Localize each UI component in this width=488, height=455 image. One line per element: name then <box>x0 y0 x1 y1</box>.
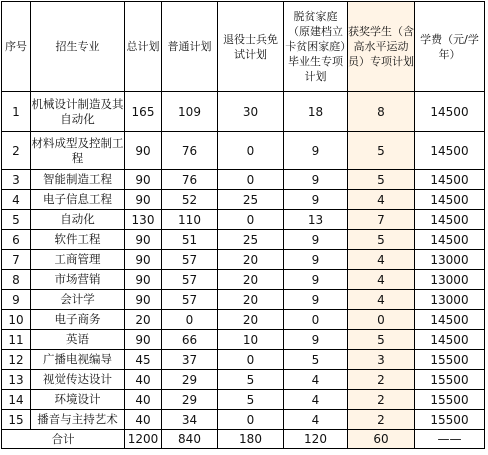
cell-seq: 5 <box>2 210 31 230</box>
cell-poverty-plan: 0 <box>284 310 348 330</box>
cell-poverty-plan: 4 <box>284 370 348 390</box>
header-row <box>2 2 485 92</box>
cell-regular-plan: 76 <box>162 170 218 190</box>
cell-award-plan: 2 <box>348 410 415 430</box>
cell-poverty-plan: 9 <box>284 230 348 250</box>
table-row <box>2 230 485 250</box>
cell-major: 视觉传达设计 <box>31 370 125 390</box>
cell-seq: 9 <box>2 290 31 310</box>
cell-tuition: 15500 <box>415 390 485 410</box>
cell-tuition: 15500 <box>415 370 485 390</box>
cell-total-plan: 20 <box>125 310 162 330</box>
cell-award-plan: 7 <box>348 210 415 230</box>
cell-poverty-plan: 9 <box>284 270 348 290</box>
cell-major: 英语 <box>31 330 125 350</box>
cell-award-plan: 4 <box>348 250 415 270</box>
cell-veteran-plan: 20 <box>218 310 284 330</box>
cell-regular-plan: 76 <box>162 132 218 170</box>
cell-veteran-plan: 10 <box>218 330 284 350</box>
cell-major: 市场营销 <box>31 270 125 290</box>
cell-poverty-plan: 9 <box>284 170 348 190</box>
header-seq: 序号 <box>2 2 31 92</box>
cell-tuition: 13000 <box>415 250 485 270</box>
cell-seq: 2 <box>2 132 31 170</box>
cell-major: 自动化 <box>31 210 125 230</box>
cell-total-plan: 45 <box>125 350 162 370</box>
cell-total-plan: 90 <box>125 250 162 270</box>
cell-award-plan: 4 <box>348 270 415 290</box>
table-row <box>2 390 485 410</box>
cell-tuition: 15500 <box>415 410 485 430</box>
total-award-plan: 60 <box>348 430 415 449</box>
cell-total-plan: 90 <box>125 132 162 170</box>
cell-award-plan: 0 <box>348 310 415 330</box>
cell-tuition: 14500 <box>415 330 485 350</box>
cell-total-plan: 165 <box>125 92 162 132</box>
cell-tuition: 14500 <box>415 310 485 330</box>
cell-regular-plan: 57 <box>162 290 218 310</box>
cell-award-plan: 3 <box>348 350 415 370</box>
cell-tuition: 14500 <box>415 92 485 132</box>
cell-regular-plan: 0 <box>162 310 218 330</box>
cell-seq: 4 <box>2 190 31 210</box>
cell-veteran-plan: 0 <box>218 410 284 430</box>
cell-regular-plan: 57 <box>162 250 218 270</box>
total-veteran-plan: 180 <box>218 430 284 449</box>
total-regular-plan: 840 <box>162 430 218 449</box>
cell-major: 材料成型及控制工程 <box>31 132 125 170</box>
cell-regular-plan: 37 <box>162 350 218 370</box>
cell-major: 软件工程 <box>31 230 125 250</box>
cell-major: 播音与主持艺术 <box>31 410 125 430</box>
cell-major: 广播电视编导 <box>31 350 125 370</box>
header-award-plan: 获奖学生（含高水平运动员）专项计划 <box>348 2 415 92</box>
cell-poverty-plan: 9 <box>284 132 348 170</box>
cell-poverty-plan: 9 <box>284 190 348 210</box>
cell-poverty-plan: 18 <box>284 92 348 132</box>
cell-veteran-plan: 0 <box>218 350 284 370</box>
cell-seq: 8 <box>2 270 31 290</box>
table-row <box>2 170 485 190</box>
cell-total-plan: 130 <box>125 210 162 230</box>
cell-seq: 14 <box>2 390 31 410</box>
cell-poverty-plan: 5 <box>284 350 348 370</box>
cell-veteran-plan: 0 <box>218 170 284 190</box>
cell-regular-plan: 66 <box>162 330 218 350</box>
cell-regular-plan: 29 <box>162 390 218 410</box>
table-row <box>2 350 485 370</box>
cell-seq: 1 <box>2 92 31 132</box>
cell-tuition: 14500 <box>415 132 485 170</box>
cell-veteran-plan: 0 <box>218 210 284 230</box>
cell-veteran-plan: 20 <box>218 250 284 270</box>
cell-veteran-plan: 0 <box>218 132 284 170</box>
cell-seq: 3 <box>2 170 31 190</box>
cell-tuition: 14500 <box>415 190 485 210</box>
table-row <box>2 410 485 430</box>
header-total-plan: 总计划 <box>125 2 162 92</box>
header-veteran-plan: 退役士兵免试计划 <box>218 2 284 92</box>
cell-seq: 10 <box>2 310 31 330</box>
cell-seq: 6 <box>2 230 31 250</box>
cell-tuition: 15500 <box>415 350 485 370</box>
cell-veteran-plan: 5 <box>218 390 284 410</box>
cell-seq: 7 <box>2 250 31 270</box>
table-row <box>2 370 485 390</box>
cell-major: 电子信息工程 <box>31 190 125 210</box>
cell-tuition: 14500 <box>415 170 485 190</box>
cell-award-plan: 5 <box>348 230 415 250</box>
cell-poverty-plan: 9 <box>284 250 348 270</box>
cell-regular-plan: 57 <box>162 270 218 290</box>
cell-tuition: 14500 <box>415 210 485 230</box>
cell-total-plan: 40 <box>125 390 162 410</box>
cell-award-plan: 2 <box>348 390 415 410</box>
cell-total-plan: 90 <box>125 170 162 190</box>
cell-award-plan: 4 <box>348 190 415 210</box>
cell-award-plan: 5 <box>348 170 415 190</box>
cell-total-plan: 40 <box>125 410 162 430</box>
cell-regular-plan: 29 <box>162 370 218 390</box>
cell-poverty-plan: 9 <box>284 330 348 350</box>
cell-regular-plan: 34 <box>162 410 218 430</box>
total-poverty-plan: 120 <box>284 430 348 449</box>
header-major: 招生专业 <box>31 2 125 92</box>
cell-seq: 13 <box>2 370 31 390</box>
cell-major: 环境设计 <box>31 390 125 410</box>
header-poverty-plan: 脱贫家庭（原建档立卡贫困家庭）毕业生专项计划 <box>284 2 348 92</box>
total-row <box>2 430 485 449</box>
cell-regular-plan: 51 <box>162 230 218 250</box>
cell-tuition: 13000 <box>415 270 485 290</box>
cell-poverty-plan: 13 <box>284 210 348 230</box>
total-label: 合计 <box>2 430 125 449</box>
cell-major: 电子商务 <box>31 310 125 330</box>
table-row <box>2 270 485 290</box>
cell-seq: 11 <box>2 330 31 350</box>
header-regular-plan: 普通计划 <box>162 2 218 92</box>
cell-major: 会计学 <box>31 290 125 310</box>
cell-poverty-plan: 4 <box>284 410 348 430</box>
cell-major: 智能制造工程 <box>31 170 125 190</box>
cell-poverty-plan: 9 <box>284 290 348 310</box>
cell-award-plan: 5 <box>348 330 415 350</box>
cell-award-plan: 5 <box>348 132 415 170</box>
cell-total-plan: 40 <box>125 370 162 390</box>
table-row <box>2 310 485 330</box>
enrollment-plan-table <box>1 1 485 449</box>
cell-total-plan: 90 <box>125 190 162 210</box>
cell-major: 工商管理 <box>31 250 125 270</box>
table-row <box>2 92 485 132</box>
cell-seq: 15 <box>2 410 31 430</box>
cell-tuition: 13000 <box>415 290 485 310</box>
cell-regular-plan: 110 <box>162 210 218 230</box>
table-row <box>2 190 485 210</box>
cell-total-plan: 90 <box>125 290 162 310</box>
total-total-plan: 1200 <box>125 430 162 449</box>
cell-total-plan: 90 <box>125 270 162 290</box>
cell-total-plan: 90 <box>125 230 162 250</box>
cell-veteran-plan: 20 <box>218 270 284 290</box>
cell-veteran-plan: 25 <box>218 190 284 210</box>
cell-award-plan: 8 <box>348 92 415 132</box>
header-tuition: 学费（元/学年） <box>415 2 485 92</box>
table-row <box>2 210 485 230</box>
table-row <box>2 330 485 350</box>
total-tuition: —— <box>415 430 485 449</box>
cell-seq: 12 <box>2 350 31 370</box>
cell-major: 机械设计制造及其自动化 <box>31 92 125 132</box>
table-row <box>2 290 485 310</box>
cell-veteran-plan: 25 <box>218 230 284 250</box>
cell-veteran-plan: 20 <box>218 290 284 310</box>
cell-regular-plan: 109 <box>162 92 218 132</box>
cell-poverty-plan: 4 <box>284 390 348 410</box>
cell-tuition: 14500 <box>415 230 485 250</box>
cell-veteran-plan: 30 <box>218 92 284 132</box>
cell-regular-plan: 52 <box>162 190 218 210</box>
cell-total-plan: 90 <box>125 330 162 350</box>
table-row <box>2 250 485 270</box>
table-row <box>2 132 485 170</box>
table-body <box>2 2 485 449</box>
cell-award-plan: 2 <box>348 370 415 390</box>
cell-veteran-plan: 5 <box>218 370 284 390</box>
cell-award-plan: 4 <box>348 290 415 310</box>
